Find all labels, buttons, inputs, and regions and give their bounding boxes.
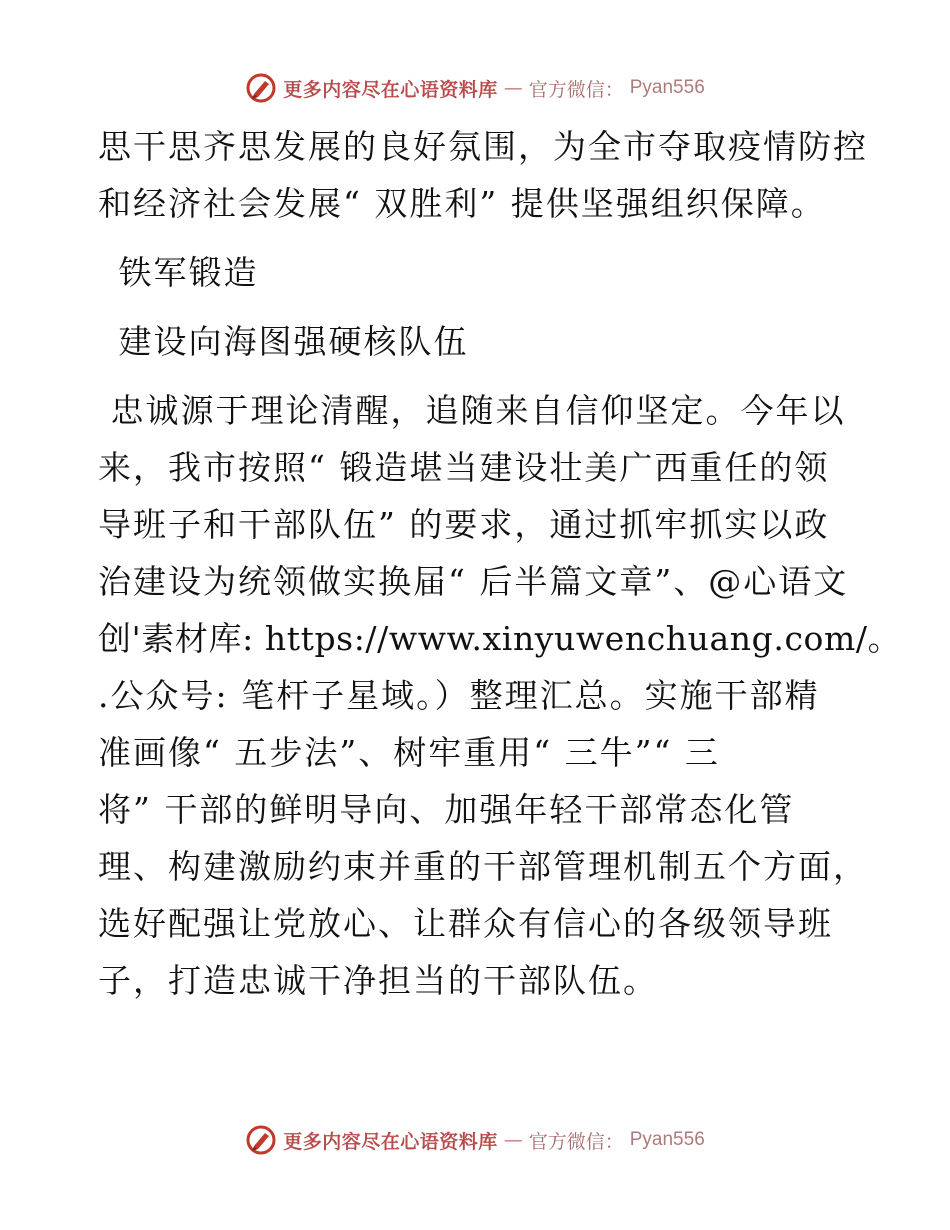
watermark-label: 官方微信： [528, 78, 624, 101]
watermark-text: 更多内容尽在心语资料库 [283, 1130, 498, 1153]
body-line: 导班子和干部队伍” 的要求，通过抓牢抓实以政 [98, 505, 830, 544]
watermark-wechat-id: Pyan556 [629, 1129, 705, 1150]
body-line: 创'素材库: https://www.xinyuwenchuang.com/。 [98, 619, 902, 658]
body-line: 理、构建激励约束并重的干部管理机制五个方面， [98, 847, 868, 886]
watermark-text: 更多内容尽在心语资料库 [283, 78, 498, 101]
section-heading: 铁军锻造 [106, 253, 259, 292]
body-line: 来，我市按照“ 锻造堪当建设壮美广西重任的领 [98, 448, 830, 487]
footer-watermark [0, 1124, 950, 1156]
header-watermark [0, 72, 950, 104]
body-line: 准画像“ 五步法”、树牢重用“ 三牛”“ 三 [98, 733, 720, 772]
section-subheading: 建设向海图强硬核队伍 [106, 322, 469, 361]
body-line: 忠诚源于理论清醒，追随来自信仰坚定。今年以 [98, 391, 846, 430]
watermark-wechat-id: Pyan556 [629, 77, 705, 98]
watermark-label: 官方微信： [528, 1130, 624, 1153]
body-line: 和经济社会发展“ 双胜利” 提供坚强组织保障。 [98, 184, 826, 223]
watermark-separator: — [503, 1129, 523, 1151]
body-line: 将” 干部的鲜明导向、加强年轻干部常态化管 [98, 790, 795, 829]
body-line: 子，打造忠诚干净担当的干部队伍。 [98, 961, 658, 1000]
watermark-separator: — [503, 77, 523, 99]
body-line: 思干思齐思发展的良好氛围，为全市夺取疫情防控 [98, 127, 868, 166]
body-line: .公众号: 笔杆子星域。）整理汇总。实施干部精 [98, 676, 820, 715]
body-line: 选好配强让党放心、让群众有信心的各级领导班 [98, 904, 833, 943]
pen-logo-icon [245, 72, 277, 104]
document-body [98, 118, 902, 1009]
body-line: 治建设为统领做实换届“ 后半篇文章”、@心语文 [98, 562, 849, 601]
pen-logo-icon [245, 1124, 277, 1156]
